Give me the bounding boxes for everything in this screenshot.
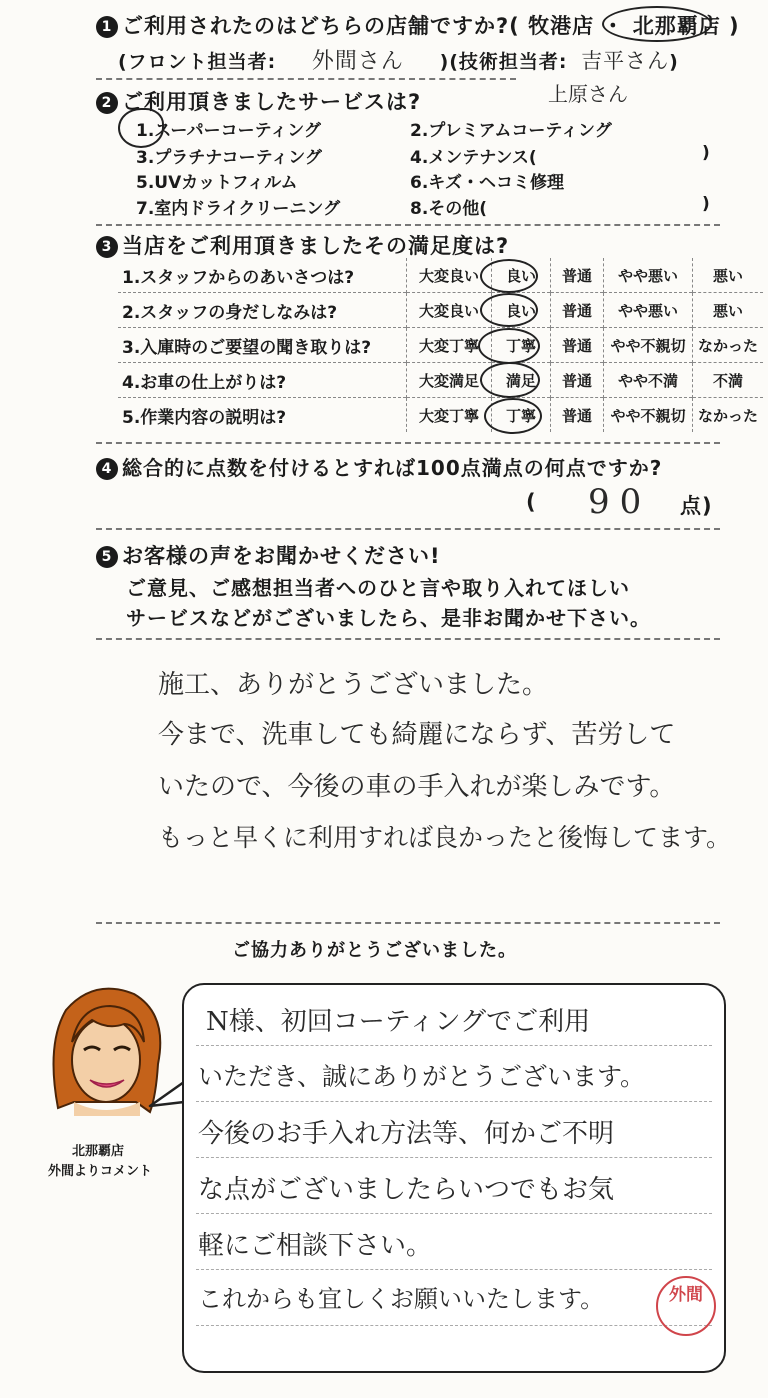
- q4-text: 総合的に点数を付けるとすれば100点満点の何点ですか?: [122, 456, 663, 480]
- rating-choice: 大変丁寧: [407, 398, 492, 433]
- rating-choice: 不満: [693, 363, 764, 398]
- rating-row: [118, 363, 763, 398]
- staff-comment-line-3: 今後のお手入れ方法等、何かご不明: [198, 1119, 615, 1149]
- rating-row: [118, 258, 763, 293]
- rating-choice-selected: 良い: [492, 258, 551, 293]
- staff-comment-line-1: N様、初回コーティングでご利用: [206, 1007, 591, 1037]
- name-seal-stamp: 外間: [656, 1276, 716, 1336]
- rating-choice: 悪い: [693, 258, 764, 293]
- service-option-1: 1.スーパーコーティング: [136, 121, 321, 141]
- tech-staff-label: )(技術担当者:: [439, 51, 568, 73]
- q2-text: ご利用頂きましたサービスは?: [122, 90, 422, 114]
- service-option-8: 8.その他(: [410, 199, 488, 219]
- q3-text: 当店をご利用頂きましたその満足度は?: [122, 234, 510, 258]
- store-selected-circle: [602, 6, 712, 42]
- service-option-5: 5.UVカットフィルム: [136, 173, 298, 193]
- rating-choice-selected: 丁寧: [492, 398, 551, 433]
- tech-staff-name: 吉平さん: [581, 49, 670, 73]
- service-option-2: 2.プレミアムコーティング: [410, 121, 612, 141]
- ruled-line: [196, 1157, 712, 1158]
- rating-row: [118, 328, 763, 363]
- rating-question: 1.スタッフからのあいさつは?: [122, 267, 355, 288]
- rating-question: 3.入庫時のご要望の聞き取りは?: [122, 337, 372, 358]
- rating-row: [118, 398, 763, 433]
- rating-choice: 大変丁寧: [407, 328, 492, 363]
- customer-comment-line-4: もっと早くに利用すれば良かったと後悔してます。: [158, 823, 732, 852]
- ruled-line: [196, 1325, 712, 1326]
- staff-comment-line-2: いただき、誠にありがとうございます。: [198, 1062, 646, 1091]
- rating-question: 2.スタッフの身だしなみは?: [122, 302, 338, 323]
- rating-choice-selected: 満足: [492, 363, 551, 398]
- front-staff-label: (フロント担当者:: [118, 51, 277, 73]
- q5-line2: ご意見、ご感想担当者へのひと言や取り入れてほしい: [126, 576, 630, 600]
- q1-number: 1: [96, 16, 118, 38]
- q2-number: 2: [96, 92, 118, 114]
- rating-choice: 大変満足: [407, 363, 492, 398]
- rating-circle-4: [480, 362, 540, 398]
- service-option-8-close: ): [702, 194, 710, 214]
- service-option-3: 3.プラチナコーティング: [136, 148, 322, 168]
- rating-question: 5.作業内容の説明は?: [122, 407, 287, 428]
- ruled-line: [196, 1101, 712, 1102]
- q4-number: 4: [96, 458, 118, 480]
- rating-choice: 普通: [551, 293, 604, 328]
- divider-2: [96, 224, 720, 226]
- rating-circle-2: [480, 293, 538, 327]
- divider-1: [96, 78, 516, 80]
- q5-line3: サービスなどがございましたら、是非お聞かせ下さい。: [126, 606, 651, 630]
- rating-choice: 大変良い: [407, 293, 492, 328]
- staff-comment-line-4: な点がございましたらいつでもお気: [198, 1175, 615, 1205]
- staff-store: 北那覇店: [72, 1144, 125, 1159]
- q3-question: [96, 230, 509, 260]
- ruled-line: [196, 1213, 712, 1214]
- front-staff-name: 外間さん: [311, 49, 404, 74]
- q3-number: 3: [96, 236, 118, 258]
- customer-comment-line-1: 施工、ありがとうございました。: [158, 670, 549, 700]
- q5-number: 5: [96, 546, 118, 568]
- q5-question: [96, 540, 441, 570]
- rating-choice: なかった: [693, 398, 764, 433]
- service-option-6: 6.キズ・ヘコミ修理: [410, 173, 564, 193]
- q1-staff-line: [118, 44, 679, 75]
- rating-choice: やや悪い: [604, 293, 693, 328]
- staff-comment-line-6: これからも宜しくお願いいたします。: [198, 1285, 605, 1313]
- divider-4: [96, 528, 720, 530]
- thanks-message: ご協力ありがとうございました。: [232, 940, 517, 961]
- rating-choice: 悪い: [693, 293, 764, 328]
- score-open: (: [526, 490, 537, 514]
- customer-comment-line-2: 今まで、洗車しても綺麗にならず、苦労して: [158, 720, 676, 750]
- rating-choice: 普通: [551, 328, 604, 363]
- staff-comment-line-5: 軽にご相談下さい。: [198, 1231, 433, 1261]
- rating-choice-selected: 丁寧: [492, 328, 551, 363]
- rating-row: [118, 293, 763, 328]
- service-option-4: 4.メンテナンス(: [410, 148, 537, 168]
- rating-question: 4.お車の仕上がりは?: [122, 372, 287, 393]
- service-option-7: 7.室内ドライクリーニング: [136, 199, 341, 219]
- rating-choice: なかった: [693, 328, 764, 363]
- rating-choice-selected: 良い: [492, 293, 551, 328]
- divider-6: [96, 922, 720, 924]
- rating-choice: やや不親切: [604, 398, 693, 433]
- score-value: 90: [588, 482, 652, 522]
- staff-comment-bubble: [182, 983, 726, 1373]
- divider-3: [96, 442, 720, 444]
- ruled-line: [196, 1045, 712, 1046]
- rating-circle-3: [478, 328, 540, 364]
- rating-choice: 普通: [551, 398, 604, 433]
- divider-5: [96, 638, 720, 640]
- rating-circle-1: [480, 259, 538, 293]
- tech-staff-name-2: 上原さん: [548, 82, 628, 106]
- rating-choice: やや不満: [604, 363, 693, 398]
- rating-choice: やや不親切: [604, 328, 693, 363]
- q1-text: ご利用されたのはどちらの店舗ですか?( 牧港店 ・ 北那覇店 ): [122, 14, 740, 38]
- customer-comment-line-3: いたので、今後の車の手入れが楽しみです。: [158, 772, 676, 802]
- service-selected-circle: [118, 108, 164, 148]
- rating-choice: 大変良い: [407, 258, 492, 293]
- rating-choice: やや悪い: [604, 258, 693, 293]
- satisfaction-table: [118, 258, 763, 432]
- rating-choice: 普通: [551, 258, 604, 293]
- rating-circle-5: [484, 398, 542, 434]
- ruled-line: [196, 1269, 712, 1270]
- rating-choice: 普通: [551, 363, 604, 398]
- q1-close: ): [669, 51, 679, 73]
- staff-caption: 外間よりコメント: [48, 1164, 153, 1179]
- score-unit: 点): [680, 494, 713, 518]
- q4-question: [96, 452, 662, 481]
- service-option-4-close: ): [702, 143, 710, 163]
- q5-line1: お客様の声をお聞かせください!: [122, 544, 441, 568]
